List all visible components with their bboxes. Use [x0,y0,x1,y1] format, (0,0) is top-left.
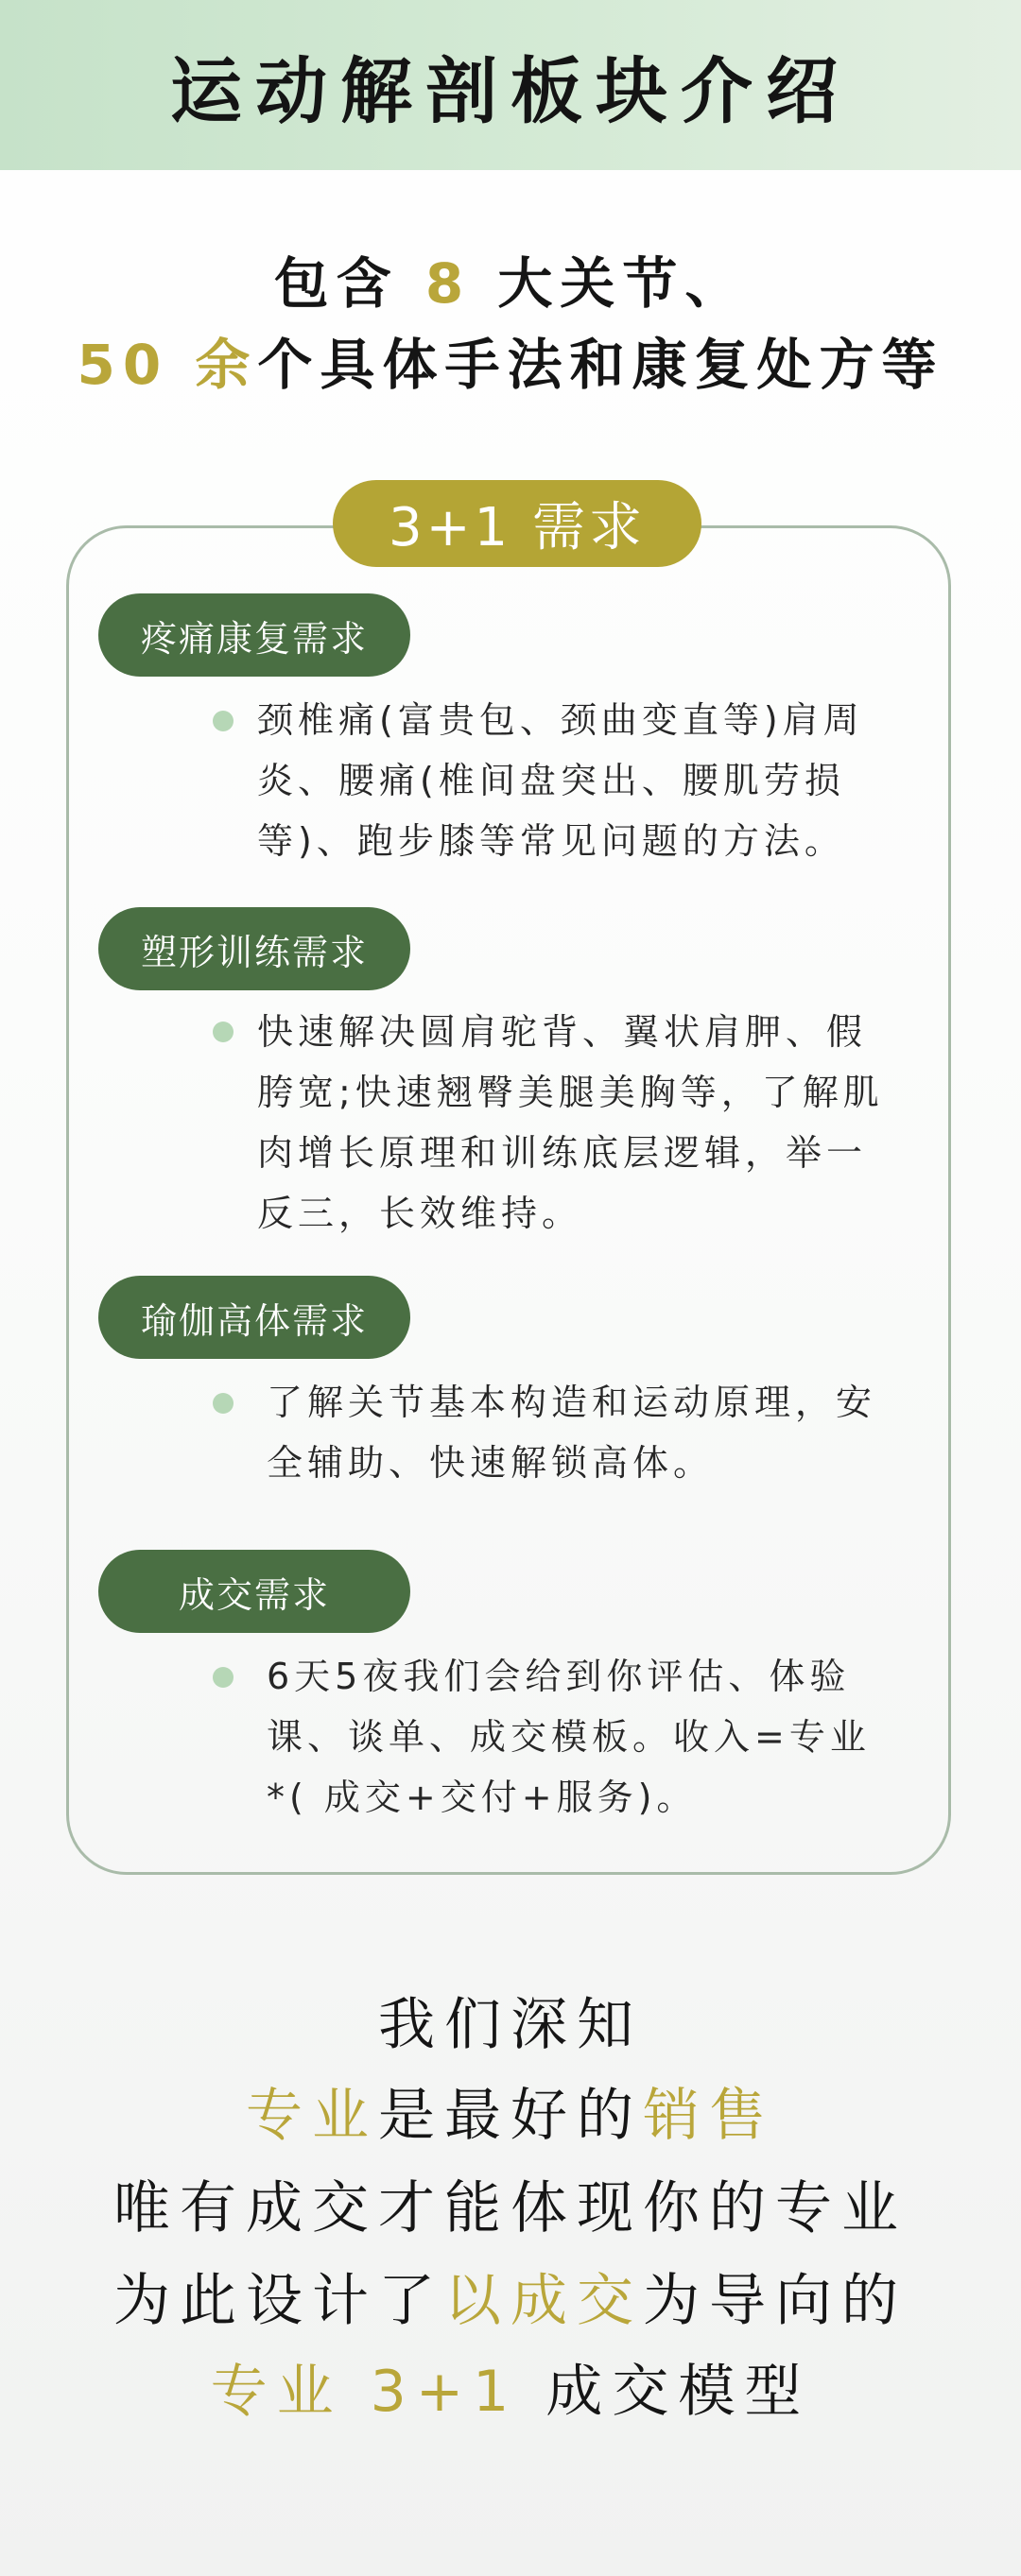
desc-line: 炎、腰痛(椎间盘突出、腰肌劳损 [257,760,845,801]
desc-line: 肉增长原理和训练底层逻辑，举一 [257,1132,868,1174]
closing-line-2 [0,2073,1021,2158]
desc-line: 全辅助、快速解锁高体。 [267,1442,715,1484]
intro-text: 包含 [273,251,399,316]
need-tag-yoga: 瑜伽高体需求 [98,1276,410,1359]
closing-line-1: 我们深知 [378,1992,643,2058]
need-description [257,1002,919,1244]
bullet-dot [213,1667,234,1688]
need-description [257,690,919,871]
bullet-dot [213,1022,234,1042]
page-title: 运动解剖板块介绍 [170,48,851,133]
closing-highlight: 专业 [246,2083,378,2149]
desc-line: 颈椎痛(富贵包、颈曲变直等)肩周 [257,699,864,741]
need-tag-pain-rehab: 疼痛康复需求 [98,593,410,677]
desc-line: *( 成交+交付+服务)。 [267,1777,698,1818]
closing-text: 为此设计了 [113,2268,444,2334]
closing-line-3: 唯有成交才能体现你的专业 [113,2175,908,2241]
technique-count: 50 余 [77,333,258,397]
desc-line: 快速解决圆肩驼背、翼状肩胛、假 [257,1011,868,1053]
closing-highlight: 销售 [643,2083,775,2149]
needs-badge: 3+1 需求 [333,480,701,567]
desc-line: 反三，长效维持。 [257,1193,583,1234]
desc-line: 6天5夜我们会给到你评估、体验 [267,1656,851,1697]
need-tag-body-shaping: 塑形训练需求 [98,907,410,990]
closing-highlight: 以成交 [444,2268,643,2334]
closing-text: 成交模型 [518,2359,811,2425]
intro-line-2 [0,323,1021,406]
closing-text: 是最好的 [378,2083,643,2149]
need-description [267,1372,928,1493]
need-description [267,1646,928,1828]
desc-line: 胯宽;快速翘臀美腿美胸等，了解肌 [257,1072,884,1113]
intro-line-1 [0,242,1021,325]
desc-line: 等)、跑步膝等常见问题的方法。 [257,820,845,862]
joint-count: 8 [424,251,472,316]
need-tag-deal-closing: 成交需求 [98,1550,410,1633]
closing-highlight: 专业 3+1 [210,2359,519,2425]
closing-text: 为导向的 [643,2268,908,2334]
bullet-dot [213,1393,234,1414]
closing-line-5 [0,2349,1021,2434]
intro-text: 大关节、 [497,251,748,316]
desc-line: 课、谈单、成交模板。收入=专业 [267,1716,871,1758]
desc-line: 了解关节基本构造和运动原理，安 [267,1382,877,1423]
bullet-dot [213,711,234,731]
intro-text: 个具体手法和康复处方等 [257,333,944,397]
header-banner [0,0,1021,170]
closing-line-4 [0,2258,1021,2344]
